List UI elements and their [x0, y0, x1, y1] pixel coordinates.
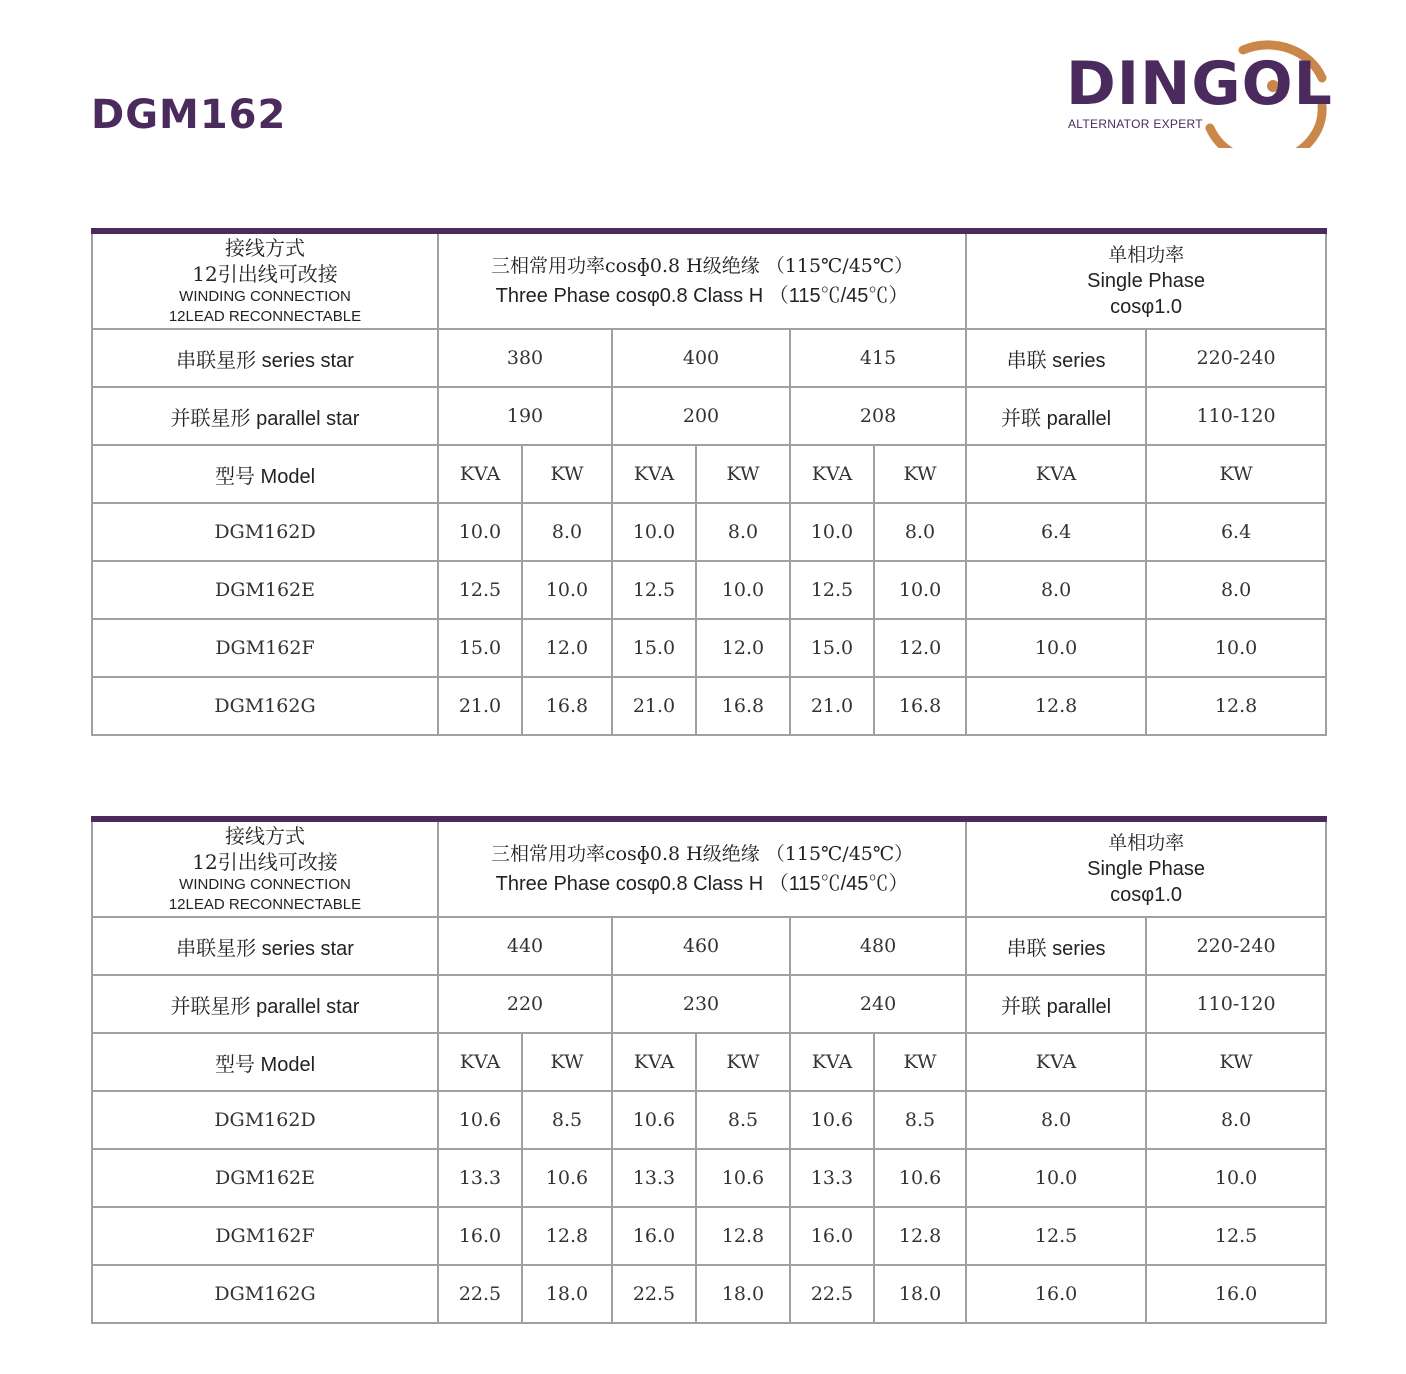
value-cell: 16.0 — [966, 1265, 1146, 1323]
model-name-cell: DGM162G — [92, 677, 438, 735]
kva-header: KVA — [966, 445, 1146, 503]
value-cell: 16.0 — [1146, 1265, 1326, 1323]
value-cell: 10.6 — [438, 1091, 522, 1149]
value-cell: 10.0 — [696, 561, 790, 619]
value-cell: 12.5 — [1146, 1207, 1326, 1265]
value-cell: 13.3 — [438, 1149, 522, 1207]
single-phase-header-line-2: Single Phase — [1087, 858, 1206, 880]
series-voltage: 480 — [790, 917, 966, 975]
table-row — [92, 1091, 1326, 1149]
value-cell: 6.4 — [1146, 503, 1326, 561]
value-cell: 18.0 — [696, 1265, 790, 1323]
three-phase-header — [438, 819, 966, 917]
value-cell: 6.4 — [966, 503, 1146, 561]
single-parallel-voltage: 110-120 — [1146, 387, 1326, 445]
table-row — [92, 561, 1326, 619]
value-cell: 8.0 — [522, 503, 612, 561]
brand-logo — [1060, 28, 1333, 148]
value-cell: 8.5 — [874, 1091, 966, 1149]
value-cell: 8.0 — [1146, 561, 1326, 619]
series-voltage: 400 — [612, 329, 790, 387]
value-cell: 12.8 — [966, 677, 1146, 735]
kw-header: KW — [874, 1033, 966, 1091]
value-cell: 13.3 — [790, 1149, 874, 1207]
parallel-voltage: 190 — [438, 387, 612, 445]
single-phase-header — [966, 231, 1326, 329]
value-cell: 10.6 — [612, 1091, 696, 1149]
winding-connection-header-line-3: WINDING CONNECTION — [179, 876, 351, 893]
value-cell: 18.0 — [874, 1265, 966, 1323]
single-phase-header — [966, 819, 1326, 917]
value-cell: 16.8 — [696, 677, 790, 735]
model-title: DGM162 — [91, 92, 287, 138]
table-row — [92, 619, 1326, 677]
single-phase-header-line-3: cosφ1.0 — [1110, 296, 1183, 318]
single-series-label: 串联 series — [966, 917, 1146, 975]
single-phase-header-line-1: 单相功率 — [1108, 832, 1185, 854]
single-phase-header-line-3: cosφ1.0 — [1110, 884, 1183, 906]
winding-connection-header-line-2: 12引出线可改接 — [192, 850, 338, 874]
kw-header: KW — [1146, 445, 1326, 503]
value-cell: 8.0 — [1146, 1091, 1326, 1149]
series-star-row — [92, 329, 1326, 387]
value-cell: 21.0 — [438, 677, 522, 735]
value-cell: 10.0 — [522, 561, 612, 619]
single-series-voltage: 220-240 — [1146, 917, 1326, 975]
value-cell: 12.0 — [522, 619, 612, 677]
model-name-cell: DGM162F — [92, 1207, 438, 1265]
parallel-voltage: 230 — [612, 975, 790, 1033]
kw-header: KW — [522, 1033, 612, 1091]
winding-connection-header-line-4: 12LEAD RECONNECTABLE — [168, 896, 362, 913]
kw-header: KW — [696, 445, 790, 503]
value-cell: 16.8 — [874, 677, 966, 735]
spec-table-2 — [91, 816, 1327, 1324]
three-phase-header — [438, 231, 966, 329]
three-phase-header-line-2: Three Phase cosφ0.8 Class H （115℃/45℃） — [495, 873, 909, 895]
kw-header: KW — [1146, 1033, 1326, 1091]
value-cell: 10.0 — [1146, 619, 1326, 677]
kw-header: KW — [874, 445, 966, 503]
value-cell: 16.8 — [522, 677, 612, 735]
value-cell: 12.5 — [790, 561, 874, 619]
value-cell: 10.0 — [438, 503, 522, 561]
value-cell: 12.8 — [522, 1207, 612, 1265]
logo-wordmark: DINGOL — [1066, 49, 1333, 119]
winding-connection-header-line-4: 12LEAD RECONNECTABLE — [168, 308, 362, 325]
model-column-header: 型号 Model — [92, 1033, 438, 1091]
value-cell: 10.6 — [696, 1149, 790, 1207]
value-cell: 21.0 — [612, 677, 696, 735]
value-cell: 12.8 — [874, 1207, 966, 1265]
value-cell: 10.6 — [790, 1091, 874, 1149]
value-cell: 8.0 — [966, 1091, 1146, 1149]
logo-tagline: ALTERNATOR EXPERT — [1068, 117, 1203, 131]
value-cell: 8.0 — [696, 503, 790, 561]
value-cell: 12.0 — [696, 619, 790, 677]
kva-header: KVA — [612, 445, 696, 503]
series-star-label: 串联星形 series star — [92, 329, 438, 387]
value-cell: 16.0 — [438, 1207, 522, 1265]
series-voltage: 380 — [438, 329, 612, 387]
series-star-row — [92, 917, 1326, 975]
single-parallel-label: 并联 parallel — [966, 975, 1146, 1033]
value-cell: 12.5 — [438, 561, 522, 619]
model-name-cell: DGM162G — [92, 1265, 438, 1323]
model-name-cell: DGM162D — [92, 503, 438, 561]
unit-header-row — [92, 1033, 1326, 1091]
kva-header: KVA — [438, 445, 522, 503]
parallel-voltage: 208 — [790, 387, 966, 445]
single-parallel-voltage: 110-120 — [1146, 975, 1326, 1033]
value-cell: 10.0 — [966, 619, 1146, 677]
spec-table-1 — [91, 228, 1327, 736]
value-cell: 18.0 — [522, 1265, 612, 1323]
model-name-cell: DGM162D — [92, 1091, 438, 1149]
value-cell: 22.5 — [438, 1265, 522, 1323]
single-phase-header-line-1: 单相功率 — [1108, 244, 1185, 266]
value-cell: 8.0 — [874, 503, 966, 561]
kw-header: KW — [696, 1033, 790, 1091]
winding-connection-header-line-1: 接线方式 — [225, 824, 305, 848]
series-star-label: 串联星形 series star — [92, 917, 438, 975]
table-row — [92, 1265, 1326, 1323]
single-series-label: 串联 series — [966, 329, 1146, 387]
parallel-voltage: 240 — [790, 975, 966, 1033]
single-parallel-label: 并联 parallel — [966, 387, 1146, 445]
kva-header: KVA — [966, 1033, 1146, 1091]
value-cell: 10.0 — [612, 503, 696, 561]
value-cell: 12.5 — [612, 561, 696, 619]
value-cell: 12.5 — [966, 1207, 1146, 1265]
winding-connection-header-line-3: WINDING CONNECTION — [179, 288, 351, 305]
value-cell: 8.0 — [966, 561, 1146, 619]
winding-connection-header — [92, 231, 438, 329]
parallel-voltage: 220 — [438, 975, 612, 1033]
value-cell: 12.8 — [1146, 677, 1326, 735]
value-cell: 22.5 — [612, 1265, 696, 1323]
parallel-star-row — [92, 975, 1326, 1033]
winding-connection-header-line-1: 接线方式 — [225, 236, 305, 260]
three-phase-header-line-1: 三相常用功率cosɸ0.8 H级绝缘 （115℃/45℃） — [490, 255, 914, 277]
kw-header: KW — [522, 445, 612, 503]
parallel-star-label: 并联星形 parallel star — [92, 387, 438, 445]
value-cell: 21.0 — [790, 677, 874, 735]
table-row — [92, 503, 1326, 561]
value-cell: 15.0 — [790, 619, 874, 677]
parallel-voltage: 200 — [612, 387, 790, 445]
single-phase-header-line-2: Single Phase — [1087, 270, 1206, 292]
single-series-voltage: 220-240 — [1146, 329, 1326, 387]
table-header-row — [92, 819, 1326, 917]
series-voltage: 415 — [790, 329, 966, 387]
winding-connection-header — [92, 819, 438, 917]
value-cell: 10.0 — [790, 503, 874, 561]
unit-header-row — [92, 445, 1326, 503]
model-column-header: 型号 Model — [92, 445, 438, 503]
value-cell: 16.0 — [612, 1207, 696, 1265]
table-row — [92, 1207, 1326, 1265]
kva-header: KVA — [438, 1033, 522, 1091]
kva-header: KVA — [790, 1033, 874, 1091]
parallel-star-row — [92, 387, 1326, 445]
table-row — [92, 1149, 1326, 1207]
model-name-cell: DGM162F — [92, 619, 438, 677]
value-cell: 10.6 — [874, 1149, 966, 1207]
table-row — [92, 677, 1326, 735]
series-voltage: 460 — [612, 917, 790, 975]
model-name-cell: DGM162E — [92, 1149, 438, 1207]
winding-connection-header-line-2: 12引出线可改接 — [192, 262, 338, 286]
value-cell: 10.0 — [966, 1149, 1146, 1207]
parallel-star-label: 并联星形 parallel star — [92, 975, 438, 1033]
series-voltage: 440 — [438, 917, 612, 975]
value-cell: 15.0 — [612, 619, 696, 677]
kva-header: KVA — [612, 1033, 696, 1091]
value-cell: 10.0 — [1146, 1149, 1326, 1207]
value-cell: 10.6 — [522, 1149, 612, 1207]
value-cell: 12.0 — [874, 619, 966, 677]
value-cell: 10.0 — [874, 561, 966, 619]
kva-header: KVA — [790, 445, 874, 503]
three-phase-header-line-1: 三相常用功率cosɸ0.8 H级绝缘 （115℃/45℃） — [490, 843, 914, 865]
value-cell: 8.5 — [522, 1091, 612, 1149]
model-name-cell: DGM162E — [92, 561, 438, 619]
table-header-row — [92, 231, 1326, 329]
three-phase-header-line-2: Three Phase cosφ0.8 Class H （115℃/45℃） — [495, 285, 909, 307]
value-cell: 15.0 — [438, 619, 522, 677]
value-cell: 13.3 — [612, 1149, 696, 1207]
value-cell: 16.0 — [790, 1207, 874, 1265]
value-cell: 22.5 — [790, 1265, 874, 1323]
value-cell: 12.8 — [696, 1207, 790, 1265]
value-cell: 8.5 — [696, 1091, 790, 1149]
